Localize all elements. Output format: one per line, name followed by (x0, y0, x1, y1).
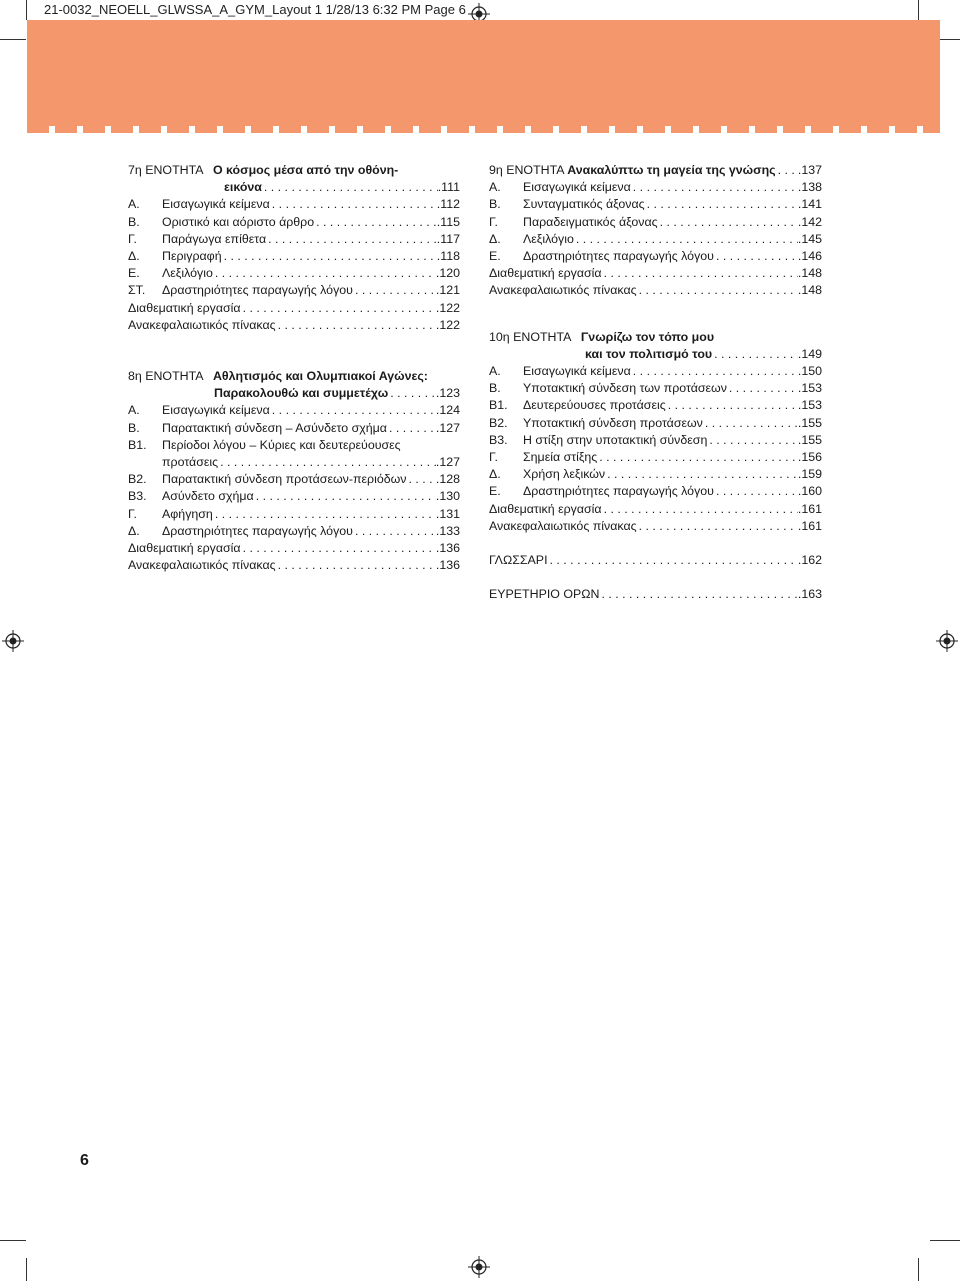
unit-heading (128, 162, 460, 179)
page-number: .138 (797, 180, 822, 195)
leader-dots (631, 363, 798, 380)
entry-code: Β3. (128, 489, 147, 504)
entry-text: Δευτερεύουσες προτάσεις (523, 398, 666, 413)
entry-text: Ασύνδετο σχήμα (162, 489, 254, 504)
crop-mark (26, 1258, 27, 1281)
entry-text: Οριστικό και αόριστο άρθρο (162, 214, 315, 229)
page-number: .136 (435, 541, 460, 556)
toc-entry[interactable] (489, 449, 822, 466)
entry-text: Παράγωγα επίθετα (162, 231, 267, 246)
unit-title-continued: εικόνα (224, 180, 262, 195)
print-slug: 21-0032_NEOELL_GLWSSA_A_GYM_Layout 1 1/28/13 6:32 PM Page 6 (44, 2, 466, 17)
toc-entry[interactable] (128, 196, 460, 213)
toc-entry[interactable] (128, 557, 460, 574)
registration-mark-icon (936, 630, 958, 652)
entry-text: Περίοδοι λόγου – Κύριες και δευτερεύουσες (162, 437, 401, 452)
entry-code: Ε. (489, 249, 501, 264)
entry-code: Δ. (128, 523, 140, 538)
entry-text: Σημεία στίξης (523, 450, 598, 465)
leader-dots (645, 196, 798, 213)
toc-entry[interactable] (128, 471, 460, 488)
toc-entry (489, 346, 822, 363)
toc-entry[interactable] (128, 454, 460, 471)
page-number: .149 (797, 346, 822, 361)
entry-code: Β2. (489, 415, 508, 430)
leader-dots (714, 248, 798, 265)
entry-text: Η στίξη στην υποτακτική σύνδεση (523, 432, 708, 447)
page-number: .127 (435, 420, 460, 435)
entry-code: Δ. (489, 467, 501, 482)
page-number: .148 (797, 283, 822, 298)
leader-dots (262, 179, 438, 196)
entry-code: Α. (489, 180, 501, 195)
entry-text: Ανακεφαλαιωτικός πίνακας (128, 558, 276, 573)
unit-title: Γνωρίζω τον τόπο μου (580, 329, 715, 344)
entry-code: Α. (128, 403, 140, 418)
leader-dots (353, 282, 436, 299)
entry-code: Β1. (128, 437, 147, 452)
leader-dots (597, 449, 798, 466)
page-number: .123 (435, 386, 460, 401)
leader-dots (703, 415, 798, 432)
entry-text: Δραστηριότητες παραγωγής λόγου (523, 249, 714, 264)
leader-dots (276, 557, 436, 574)
entry-code: Γ. (489, 450, 498, 465)
entry-text: Ανακεφαλαιωτικός πίνακας (489, 518, 637, 533)
toc-entry[interactable] (489, 265, 822, 282)
page-number: .162 (797, 553, 822, 568)
leader-dots (254, 488, 436, 505)
page-number: .163 (797, 587, 822, 602)
entry-code: ΣΤ. (128, 283, 146, 298)
page-number: .155 (797, 432, 822, 447)
entry-text: Διαθεματική εργασία (128, 300, 241, 315)
unit-label: 9η ΕΝΟΤΗΤΑ (489, 163, 564, 177)
leader-dots (548, 552, 798, 569)
page-number: .112 (436, 197, 460, 212)
entry-code: Β. (489, 381, 501, 396)
page-number-footer: 6 (80, 1152, 89, 1169)
leader-dots (574, 231, 798, 248)
entry-text: Εισαγωγικά κείμενα (162, 197, 270, 212)
leader-dots (388, 385, 436, 402)
entry-code: Β3. (489, 432, 508, 447)
page-number: .142 (797, 214, 822, 229)
entry-text: Περιγραφή (162, 249, 222, 264)
page-number: .121 (435, 283, 460, 298)
leader-dots (353, 523, 436, 540)
toc-entry[interactable] (489, 483, 822, 500)
page-number: .122 (435, 317, 460, 332)
crop-mark (0, 39, 26, 40)
leader-dots (637, 518, 798, 535)
toc-right-column (489, 162, 822, 603)
entry-text: Ανακεφαλαιωτικός πίνακας (128, 317, 276, 332)
page-number: .137 (797, 163, 822, 177)
leader-dots (631, 179, 798, 196)
entry-code: Δ. (489, 231, 501, 246)
page-number: .130 (435, 489, 460, 504)
leader-dots (407, 471, 436, 488)
page-number: .117 (436, 231, 460, 246)
leader-dots (776, 162, 798, 179)
toc-entry[interactable] (128, 488, 460, 505)
toc-entry[interactable] (489, 231, 822, 248)
crop-mark (930, 1240, 960, 1241)
entry-text: Λεξιλόγιο (523, 231, 574, 246)
entry-text: Διαθεματική εργασία (489, 501, 602, 516)
crop-mark (918, 0, 919, 20)
page-number: .115 (436, 214, 460, 229)
toc-entry[interactable] (128, 506, 460, 523)
leader-dots (637, 282, 798, 299)
page-number: .153 (797, 381, 822, 396)
toc-entry[interactable] (489, 179, 822, 196)
entry-text: Δραστηριότητες παραγωγής λόγου (162, 283, 353, 298)
toc-entry[interactable] (489, 415, 822, 432)
unit-title: Ανακαλύπτω τη μαγεία της γνώσης (567, 163, 776, 177)
leader-dots (602, 501, 798, 518)
entry-text: προτάσεις (162, 455, 219, 470)
page-number: .156 (797, 450, 822, 465)
unit-label: 7η ΕΝΟΤΗΤΑ (128, 163, 204, 177)
entry-text: Συνταγματικός άξονας (523, 197, 645, 212)
leader-dots (222, 248, 437, 265)
entry-text: Παραδειγματικός άξονας (523, 214, 658, 229)
banner-dashed-edge (27, 126, 940, 133)
leader-dots (218, 454, 436, 471)
leader-dots (314, 214, 437, 231)
crop-mark (26, 0, 27, 20)
unit-label: 10η ΕΝΟΤΗΤΑ (489, 329, 572, 344)
toc-entry[interactable] (489, 501, 822, 518)
page-number: .160 (797, 484, 822, 499)
entry-text: Ανακεφαλαιωτικός πίνακας (489, 283, 637, 298)
leader-dots (658, 214, 798, 231)
entry-code: Β1. (489, 398, 508, 413)
entry-text: Αφήγηση (162, 506, 213, 521)
page-number: .161 (797, 501, 822, 516)
registration-mark-icon (468, 1256, 490, 1278)
leader-dots (599, 586, 797, 603)
leader-dots (266, 231, 437, 248)
toc-entry[interactable] (128, 317, 460, 334)
entry-text: Υποτακτική σύνδεση προτάσεων (523, 415, 703, 430)
leader-dots (213, 506, 436, 523)
unit-title: Ο κόσμος μέσα από την οθόνη- (212, 163, 399, 177)
toc-entry[interactable] (128, 402, 460, 419)
entry-code: Β. (128, 420, 140, 435)
entry-code: Α. (489, 364, 501, 379)
toc-entry[interactable] (128, 420, 460, 437)
entry-code: Γ. (489, 214, 498, 229)
entry-code: Ε. (489, 484, 501, 499)
entry-text: Διαθεματική εργασία (128, 541, 241, 556)
leader-dots (712, 346, 798, 363)
entry-code: Α. (128, 197, 140, 212)
toc-entry[interactable] (128, 248, 460, 265)
toc-entry[interactable] (128, 523, 460, 540)
toc-entry[interactable] (128, 265, 460, 282)
entry-text: Παρατακτική σύνδεση – Ασύνδετο σχήμα (162, 420, 387, 435)
entry-code: Γ. (128, 506, 137, 521)
page-number: .145 (797, 231, 822, 246)
entry-code: Β2. (128, 472, 147, 487)
toc-left-column (128, 162, 460, 574)
leader-dots (241, 300, 436, 317)
page-number: .111 (437, 180, 460, 195)
unit-heading (489, 162, 822, 179)
toc-entry[interactable] (489, 248, 822, 265)
leader-dots (602, 265, 798, 282)
page-number: .133 (435, 523, 460, 538)
toc-entry[interactable] (489, 466, 822, 483)
toc-entry[interactable] (489, 363, 822, 380)
page-number: .136 (435, 558, 460, 573)
header-banner (27, 20, 940, 132)
page-number: .122 (435, 300, 460, 315)
entry-text: Υποτακτική σύνδεση των προτάσεων (523, 381, 727, 396)
leader-dots (241, 540, 436, 557)
leader-dots (666, 397, 798, 414)
toc-entry[interactable] (489, 397, 822, 414)
leader-dots (276, 317, 436, 334)
leader-dots (213, 265, 436, 282)
page-number: .146 (797, 249, 822, 264)
leader-dots (387, 420, 436, 437)
toc-entry[interactable] (489, 432, 822, 449)
page-number: .127 (435, 455, 460, 470)
toc-entry (128, 385, 460, 402)
entry-text: Εισαγωγικά κείμενα (162, 403, 270, 418)
page-number: .150 (797, 364, 822, 379)
page-number: .159 (797, 467, 822, 482)
toc-entry (128, 179, 460, 196)
page-number: .161 (797, 518, 822, 533)
entry-text: ΕΥΡΕΤΗΡΙΟ ΟΡΩΝ (489, 587, 600, 602)
toc-entry-glossary[interactable] (489, 552, 822, 569)
entry-text: Δραστηριότητες παραγωγής λόγου (523, 484, 714, 499)
crop-mark (918, 1258, 919, 1281)
page-number: .118 (436, 249, 460, 264)
entry-code: Β. (128, 214, 140, 229)
entry-text: ΓΛΩΣΣΑΡΙ (489, 553, 548, 568)
toc-entry[interactable] (128, 214, 460, 231)
page-number: .120 (435, 266, 460, 281)
toc-entry[interactable] (128, 282, 460, 299)
unit-heading (489, 329, 822, 346)
entry-code: Γ. (128, 231, 137, 246)
entry-code: Ε. (128, 266, 140, 281)
entry-text: Παρατακτική σύνδεση προτάσεων-περιόδων (162, 472, 407, 487)
entry-code: Δ. (128, 249, 140, 264)
toc-entry[interactable] (128, 231, 460, 248)
page-number: .153 (797, 398, 822, 413)
page-number: .128 (435, 472, 460, 487)
unit-title: Αθλητισμός και Ολυμπιακοί Αγώνες: (212, 369, 428, 384)
entry-text: Εισαγωγικά κείμενα (523, 364, 631, 379)
unit-heading (128, 368, 460, 385)
leader-dots (605, 466, 798, 483)
entry-text: Λεξιλόγιο (162, 266, 213, 281)
entry-text: Δραστηριότητες παραγωγής λόγου (162, 523, 353, 538)
entry-text: Διαθεματική εργασία (489, 266, 602, 281)
toc-entry[interactable] (128, 437, 460, 454)
toc-entry-index[interactable] (489, 586, 822, 603)
leader-dots (707, 432, 798, 449)
toc-entry[interactable] (489, 214, 822, 231)
page-number: .124 (435, 403, 460, 418)
toc-entry[interactable] (128, 540, 460, 557)
page-number: .148 (797, 266, 822, 281)
toc-entry[interactable] (128, 300, 460, 317)
toc-entry[interactable] (489, 282, 822, 299)
crop-mark (0, 1240, 26, 1241)
unit-title-continued: και τον πολιτισμό του (585, 346, 713, 361)
entry-code: Β. (489, 197, 501, 212)
leader-dots (270, 402, 436, 419)
page-number: .155 (797, 415, 822, 430)
page-number: .141 (797, 197, 822, 212)
leader-dots (727, 380, 798, 397)
toc-entry[interactable] (489, 380, 822, 397)
entry-text: Χρήση λεξικών (523, 467, 606, 482)
page-number: .131 (435, 506, 460, 521)
unit-label: 8η ΕΝΟΤΗΤΑ (128, 369, 204, 384)
registration-mark-icon (2, 630, 24, 652)
entry-text: Εισαγωγικά κείμενα (523, 180, 631, 195)
toc-entry[interactable] (489, 518, 822, 535)
toc-entry[interactable] (489, 196, 822, 213)
unit-title-continued: Παρακολουθώ και συμμετέχω (214, 386, 389, 401)
leader-dots (270, 196, 437, 213)
leader-dots (714, 483, 798, 500)
